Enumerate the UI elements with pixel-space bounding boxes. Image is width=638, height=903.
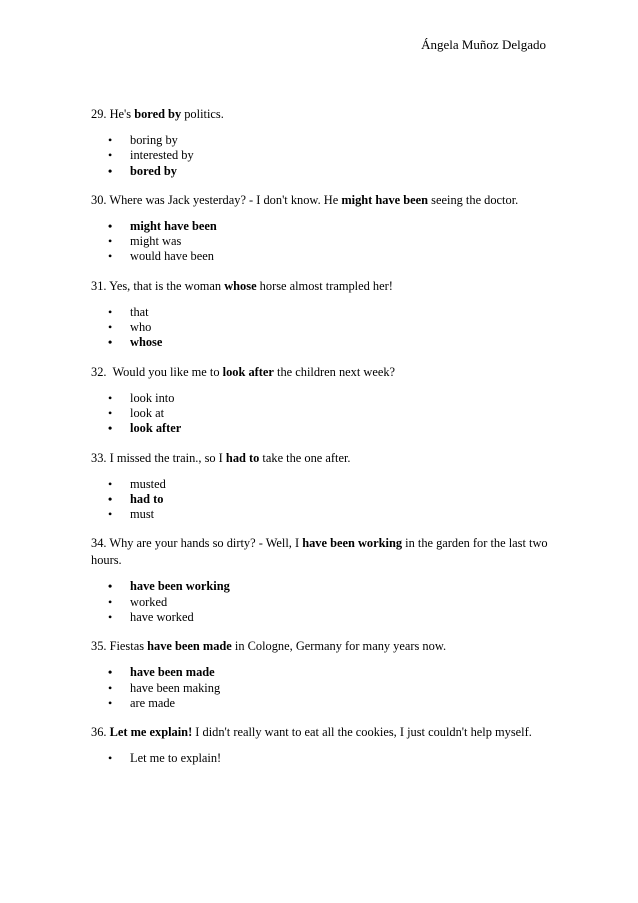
question-text-after: the children next week? xyxy=(273,364,396,379)
option-list xyxy=(91,477,561,523)
question-text-before: I missed the train., so I xyxy=(106,450,226,465)
page-header-author: Ángela Muñoz Delgado xyxy=(421,37,546,52)
option-item: • are made xyxy=(91,696,561,711)
question-answer-highlight: had to xyxy=(225,450,260,465)
option-list xyxy=(91,219,561,265)
option-item: • must xyxy=(91,507,561,522)
question-number: 29. xyxy=(91,107,107,121)
option-item: • would have been xyxy=(91,249,561,264)
question-text-before: Yes, that is the woman xyxy=(106,278,225,293)
option-item: • Let me to explain! xyxy=(91,751,561,766)
question-answer-highlight: have been working xyxy=(302,536,403,551)
question-text-after: politics. xyxy=(181,107,224,121)
option-item: • have been making xyxy=(91,681,561,696)
option-list xyxy=(91,305,561,351)
option-item: • that xyxy=(91,305,561,320)
question-text-after: in the garden for the last two hours. xyxy=(91,536,548,568)
option-item: • musted xyxy=(91,477,561,492)
question-answer-highlight: might have been xyxy=(341,192,429,207)
question-number: 34. xyxy=(91,536,107,551)
option-item: • might was xyxy=(91,234,561,249)
quiz-content xyxy=(91,106,561,780)
option-item-correct: • whose xyxy=(91,335,561,350)
option-item: • worked xyxy=(91,595,561,610)
question-text-after: I didn't really want to eat all the cookies, I just couldn't help myself. xyxy=(192,725,532,740)
question-text xyxy=(91,535,561,569)
question-answer-highlight: look after xyxy=(222,364,274,379)
question-text-before: Why are your hands so dirty? - Well, I xyxy=(106,536,303,551)
question-number: 30. xyxy=(91,192,107,207)
question-text xyxy=(91,278,561,295)
option-list xyxy=(91,133,561,179)
question-text xyxy=(91,192,561,209)
question-text-after: horse almost trampled her! xyxy=(256,278,393,293)
question-text-before: Would you like me to xyxy=(106,364,223,379)
question-number: 31. xyxy=(91,278,107,293)
option-item: • have worked xyxy=(91,610,561,625)
option-list xyxy=(91,391,561,437)
option-item: • interested by xyxy=(91,148,561,163)
question-answer-highlight: have been made xyxy=(147,639,232,654)
question-text-after: in Cologne, Germany for many years now. xyxy=(231,639,447,654)
question-text xyxy=(91,106,561,123)
question-text xyxy=(91,724,561,741)
question-text xyxy=(91,638,561,655)
question-text-before: Where was Jack yesterday? - I don't know. He xyxy=(106,192,342,207)
option-item: • boring by xyxy=(91,133,561,148)
question-number: 36. xyxy=(91,725,107,740)
option-item-correct: • bored by xyxy=(91,164,561,179)
option-item: • look into xyxy=(91,391,561,406)
question-answer-highlight: Let me explain! xyxy=(109,725,193,740)
option-item: • who xyxy=(91,320,561,335)
question-text-after: seeing the doctor. xyxy=(428,192,519,207)
option-item-correct: • have been made xyxy=(91,665,561,680)
option-item-correct: • might have been xyxy=(91,219,561,234)
option-list xyxy=(91,751,561,766)
question-number: 33. xyxy=(91,450,107,465)
option-item-correct: • have been working xyxy=(91,579,561,594)
option-item-correct: • had to xyxy=(91,492,561,507)
option-list xyxy=(91,579,561,625)
question-number: 32. xyxy=(91,364,107,379)
option-list xyxy=(91,665,561,711)
question-text-after: take the one after. xyxy=(259,450,351,465)
question-answer-highlight: bored by xyxy=(134,107,182,121)
question-text-before: He's xyxy=(106,107,135,121)
question-number: 35. xyxy=(91,639,107,654)
question-text xyxy=(91,450,561,467)
option-item: • look at xyxy=(91,406,561,421)
question-answer-highlight: whose xyxy=(224,278,257,293)
question-text xyxy=(91,364,561,381)
option-item-correct: • look after xyxy=(91,421,561,436)
question-text-before: Fiestas xyxy=(106,639,148,654)
